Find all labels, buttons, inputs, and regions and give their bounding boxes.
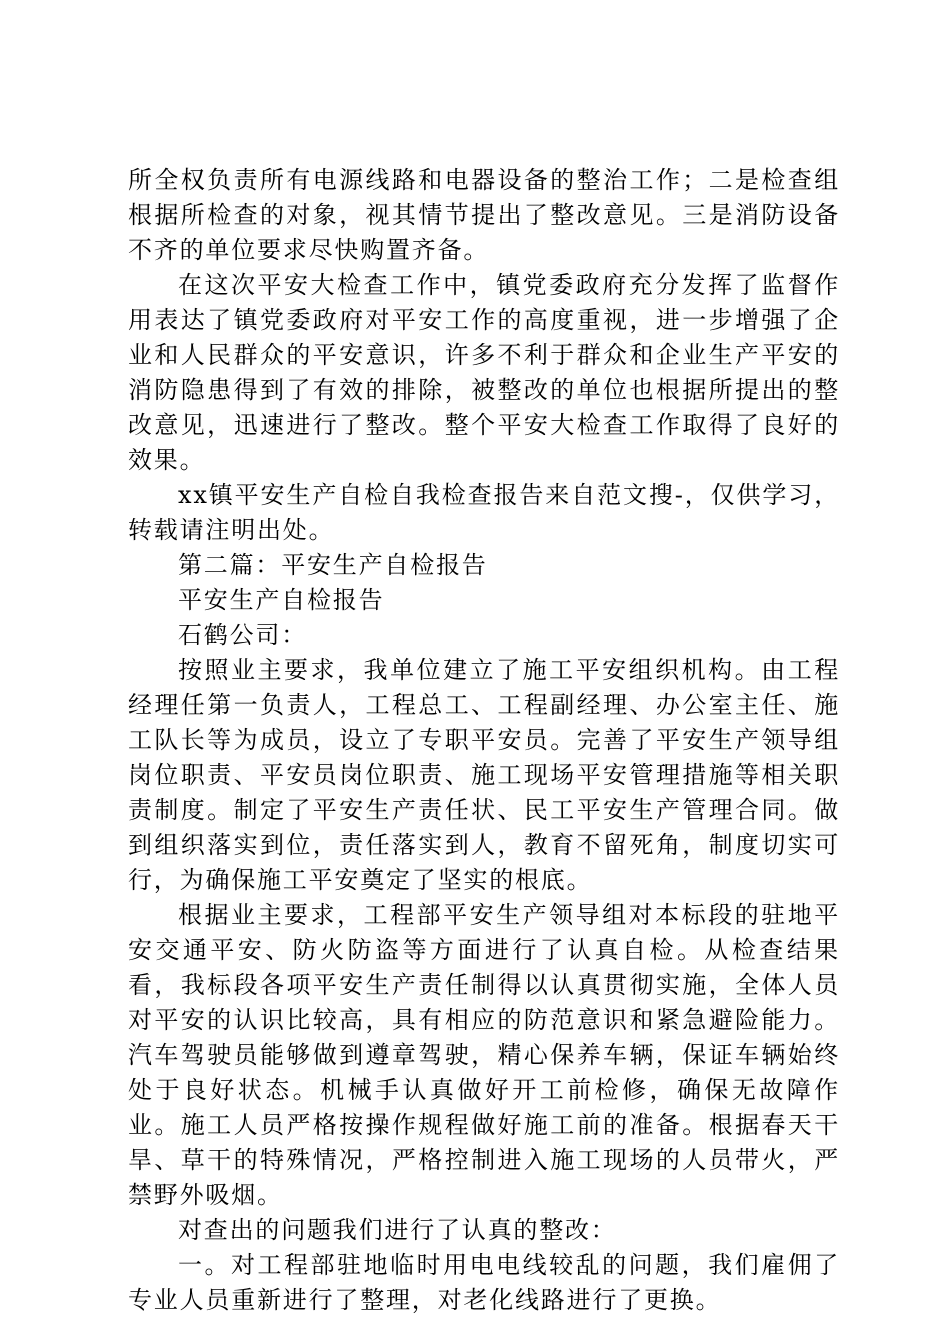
paragraph-10: 一。对工程部驻地临时用电电线较乱的问题，我们雇佣了专业人员重新进行了整理，对老化线路进行了更换。 [128,1251,840,1314]
paragraph-2: 在这次平安大检查工作中，镇党委政府充分发挥了监督作用表达了镇党委政府对平安工作的高度重视，进一步增强了企业和人民群众的平安意识，许多不利于群众和企业生产平安的消防隐患得到了有效的排除，被整改的单位也根据所提出的整改意见，迅速进行了整改。整个平安大检查工作取得了良好的效果。 [128,271,840,474]
section-heading: 第二篇：平安生产自检报告 [178,551,488,579]
paragraph-8: 根据业主要求，工程部平安生产领导组对本标段的驻地平安交通平安、防火防盗等方面进行了认真自检。从检查结果看，我标段各项平安生产责任制得以认真贯彻实施，全体人员对平安的认识比较高，具有相应的防范意识和紧急避险能力。汽车驾驶员能够做到遵章驾驶，精心保养车辆，保证车辆始终处于良好状态。机械手认真做好开工前检修，确保无故障作业。施工人员严格按操作规程做好施工前的准备。根据春天干旱、草干的特殊情况，严格控制进入施工现场的人员带火，严禁野外吸烟。 [128,901,840,1209]
paragraph-7: 按照业主要求，我单位建立了施工平安组织机构。由工程经理任第一负责人，工程总工、工程副经理、办公室主任、施工队长等为成员，设立了专职平安员。完善了平安生产领导组岗位职责、平安员岗位职责、施工现场平安管理措施等相关职责制度。制定了平安生产责任状、民工平安生产管理合同。做到组织落实到位，责任落实到人，教育不留死角，制度切实可行，为确保施工平安奠定了坚实的根底。 [128,656,840,894]
paragraph-9: 对查出的问题我们进行了认真的整改： [178,1216,617,1244]
salutation: 石鹤公司： [178,621,307,649]
paragraph-3: xx镇平安生产自检自我检查报告来自范文搜-，仅供学习，转载请注明出处。 [128,481,840,544]
report-title: 平安生产自检报告 [178,586,385,614]
document-body [128,163,840,1318]
paragraph-1: 所全权负责所有电源线路和电器设备的整治工作；二是检查组根据所检查的对象，视其情节提出了整改意见。三是消防设备不齐的单位要求尽快购置齐备。 [128,166,840,264]
